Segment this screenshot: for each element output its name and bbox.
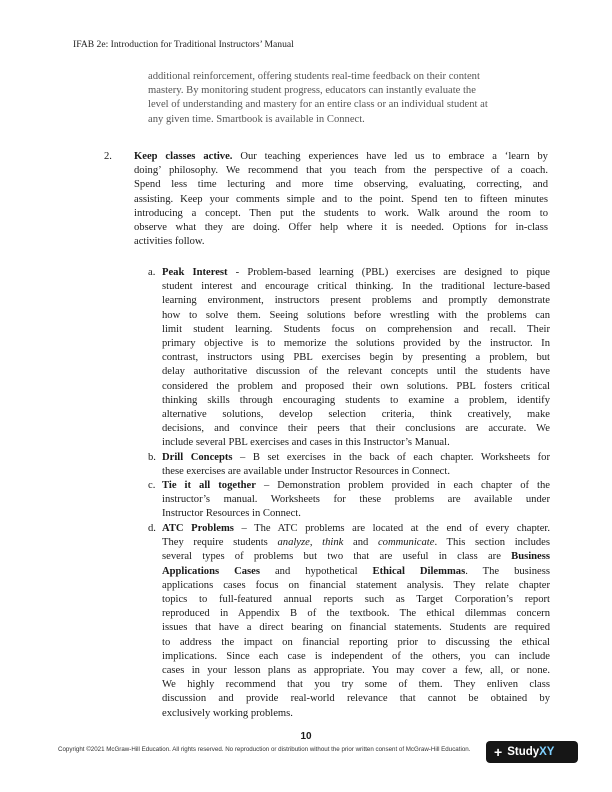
text-line: decisions, and convince their peers that their conclusions are accurate. We: [162, 423, 550, 435]
item-heading: Peak Interest: [162, 267, 228, 278]
text-line: to address the impact on financial reporting prior to discussing the ethical: [162, 636, 550, 648]
text-line: exclusively working problems.: [162, 707, 293, 719]
intro-line: additional reinforcement, offering students real-time feedback on their content: [148, 71, 480, 82]
text-run: – Demonstration problem provided in each chapter of the: [255, 480, 550, 491]
intro-paragraph: [148, 70, 548, 127]
text-line: We highly recommend that you try some of them. They enliven class: [162, 679, 550, 691]
emphasis-text: communicate: [377, 537, 435, 549]
text-line: how to solve them. Seeing solutions before wrestling with the problems can: [162, 309, 550, 321]
intro-line: any given time. Smartbook is available in Connect.: [148, 113, 365, 125]
sub-item-text: [162, 479, 550, 522]
text-line: [162, 550, 550, 564]
text-line: student interest and encourage critical thinking. In the traditional lecture-based: [162, 281, 550, 293]
text-run: several types of problems but two that are useful in class are: [162, 551, 512, 563]
bold-text: Applications Cases: [162, 565, 260, 577]
copyright-footer: Copyright ©2021 McGraw-Hill Education. All rights reserved. No reproduction or distribution without the prior written consent of McGraw-Hill Education.: [58, 746, 471, 753]
sub-label: d.: [148, 523, 156, 534]
text-line: [134, 150, 548, 164]
sub-item-text: [162, 266, 550, 451]
text-line: issues that have a direct bearing on financial statements. Students are required: [162, 622, 550, 634]
list-number: 2.: [104, 151, 112, 162]
text-line: [162, 479, 550, 493]
bold-text: Business: [511, 551, 550, 563]
text-line: learning environment, instructors present problems and promptly demonstrate: [162, 295, 550, 307]
sub-item-text: [162, 451, 550, 479]
text-line: include several PBL exercises and cases in this Instructor’s Manual.: [162, 437, 450, 449]
text-run: Our teaching experiences have led us to embrace a ‘learn by: [232, 151, 548, 162]
text-line: reproduced in Appendix B of the textbook. The ethical dilemmas concern: [162, 608, 550, 620]
emphasis-text: think: [322, 537, 344, 549]
sub-label: b.: [148, 452, 156, 463]
text-line: instructor’s manual. Worksheets for these problems are available under: [162, 494, 550, 506]
text-line: [162, 565, 550, 579]
text-line: primary objective is to memorize the solutions provided by the instructor. In: [162, 338, 550, 350]
item-heading: Keep classes active.: [134, 151, 233, 162]
list-item-text: [134, 150, 548, 249]
item-heading: Tie it all together: [162, 480, 256, 491]
intro-line: level of understanding and mastery for an entire class or an individual student at: [148, 99, 488, 111]
text-line: contrast, instructors using PBL exercises begin by presenting a problem, but: [162, 352, 550, 364]
text-line: these exercises are available under Instructor Resources in Connect.: [162, 466, 450, 478]
text-line: delay authoritative discussion of the relevant concepts until the students have: [162, 366, 550, 378]
text-run: – The ATC problems are located at the end of every chapter.: [233, 523, 550, 534]
item-heading: ATC Problems: [162, 523, 234, 534]
sub-label: c.: [148, 480, 156, 491]
bold-text: Ethical Dilemmas: [372, 565, 466, 577]
text-run: . The business: [465, 565, 550, 577]
text-run: They require students: [162, 537, 278, 549]
text-line: assisting. Keep your comments simple and to the point. Spend ten to fifteen minutes: [134, 193, 548, 205]
text-line: topics to full-featured annual reports such as Target Corporation’s report: [162, 594, 550, 606]
brand-name: [507, 746, 554, 758]
text-line: applications cases focus on financial statement analysis. They relate chapter: [162, 579, 550, 591]
emphasis-text: analyze: [277, 537, 310, 549]
text-run: ,: [309, 537, 323, 549]
text-line: alternative solutions, develop selection criteria, think creatively, make: [162, 409, 550, 421]
sub-label: a.: [148, 267, 156, 278]
text-line: Spend less time lecturing and more time observing, evaluating, correcting, and: [134, 179, 548, 191]
plus-icon: +: [494, 744, 503, 760]
text-line: considered the problem and proposed their own solutions. PBL fosters critical: [162, 380, 550, 392]
text-run: . This section includes: [434, 537, 551, 549]
intro-line: mastery. By monitoring student progress, educators can instantly evaluate the: [148, 85, 476, 97]
brand-accent-text: XY: [539, 746, 555, 758]
text-run: - Problem-based learning (PBL) exercises are designed to pique: [227, 267, 550, 278]
text-line: implications. Since each case is independent of the others, you can include: [162, 650, 550, 662]
text-line: observe what they are doing. Offer help where it is needed. Options for in-class: [134, 222, 548, 234]
text-line: cases in your lesson plans as appropriate. You may cover a few, all, or none.: [162, 665, 550, 677]
text-run: and hypothetical: [259, 565, 373, 577]
brand-text: Study: [507, 746, 540, 758]
studyxy-badge[interactable]: [486, 741, 578, 763]
text-line: discussion and provide real-world relevance that cannot be obtained by: [162, 693, 550, 705]
text-line: limit student learning. Students focus on comprehension and recall. Their: [162, 323, 550, 335]
sub-item-text: [162, 522, 550, 721]
text-line: [162, 451, 550, 465]
running-header: IFAB 2e: Introduction for Traditional Instructors’ Manual: [73, 39, 294, 50]
text-line: doing’ philosophy. We recommend that you teach from the perspective of a coach.: [134, 165, 548, 177]
text-line: [162, 266, 550, 280]
text-line: [162, 522, 550, 536]
text-line: Instructor Resources in Connect.: [162, 508, 301, 520]
text-line: activities follow.: [134, 236, 205, 248]
text-line: [162, 536, 550, 550]
item-heading: Drill Concepts: [162, 452, 233, 463]
text-line: introducing a concept. Then put the students to work. Walk around the room to: [134, 207, 548, 219]
page-number: 10: [300, 731, 312, 742]
text-run: – B set exercises in the back of each chapter. Worksheets for: [232, 452, 550, 463]
text-line: thinking skills through encouraging students to examine a problem, identify: [162, 394, 550, 406]
text-run: and: [343, 537, 378, 549]
